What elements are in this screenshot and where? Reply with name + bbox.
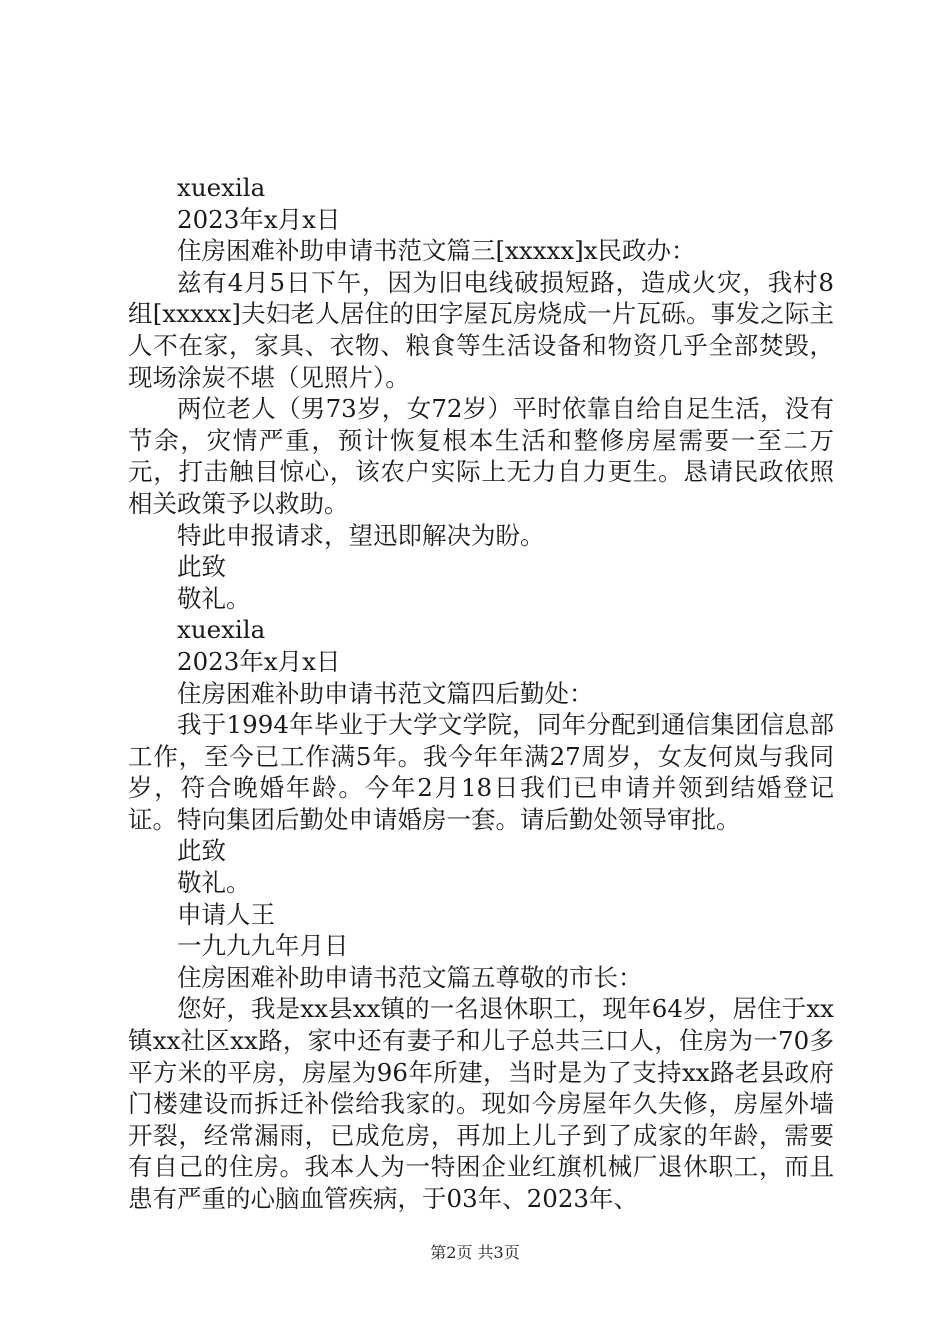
paragraph: 特此申报请求，望迅即解决为盼。 (177, 520, 545, 550)
signature-date: 2023年x月x日 (177, 204, 341, 234)
section-heading-4: 住房困难补助申请书范文篇四后勤处： (177, 678, 594, 708)
document-body (128, 172, 834, 1215)
paragraph: 两位老人（男73岁，女72岁）平时依靠自给自足生活，没有节余，灾情严重，预计恢复根本生活和整修房屋需要一至二万元，打击触目惊心，该农户实际上无力自力更生。恳请民政依照相关政策予以救助。 (128, 394, 834, 518)
closing-salutation: 此致 (177, 836, 226, 866)
section-heading-3: 住房困难补助申请书范文篇三[xxxxx]x民政办： (177, 236, 696, 266)
closing-respect: 敬礼。 (177, 868, 251, 898)
signature-name: xuexila (177, 173, 266, 202)
signature-date: 2023年x月x日 (177, 646, 341, 676)
signature-date: 一九九九年月日 (177, 931, 349, 961)
applicant-name: 申请人王 (177, 899, 275, 929)
page-footer: 第2页 共3页 (430, 1243, 520, 1262)
paragraph: 您好，我是xx县xx镇的一名退休职工，现年64岁，居住于xx镇xx社区xx路，家中还有妻子和儿子总共三口人，住房为一70多平方米的平房，房屋为96年所建，当时是为了支持xx路老县政府门楼建设而拆迁补偿给我家的。现如今房屋年久失修，房屋外墙开裂，经常漏雨，已成危房，再加上儿子到了成家的年龄，需要有自己的住房。我本人为一特困企业红旗机械厂退休职工，而且患有严重的心脑血管疾病，于03年、2023年、 (128, 994, 834, 1213)
paragraph: 兹有4月5日下午，因为旧电线破损短路，造成火灾，我村8组[xxxxx]夫妇老人居住的田字屋瓦房烧成一片瓦砾。事发之际主人不在家，家具、衣物、粮食等生活设备和物资几乎全部焚毁，现场涂炭不堪（见照片）。 (128, 267, 834, 392)
paragraph: 我于1994年毕业于大学文学院，同年分配到通信集团信息部工作，至今已工作满5年。我今年年满27周岁，女友何岚与我同岁，符合晚婚年龄。今年2月18日我们已申请并领到结婚登记证。特向集团后勤处申请婚房一套。请后勤处领导审批。 (128, 710, 834, 834)
closing-salutation: 此致 (177, 552, 226, 582)
section-heading-5: 住房困难补助申请书范文篇五尊敬的市长： (177, 962, 643, 992)
closing-respect: 敬礼。 (177, 583, 251, 613)
signature-name: xuexila (177, 615, 266, 645)
